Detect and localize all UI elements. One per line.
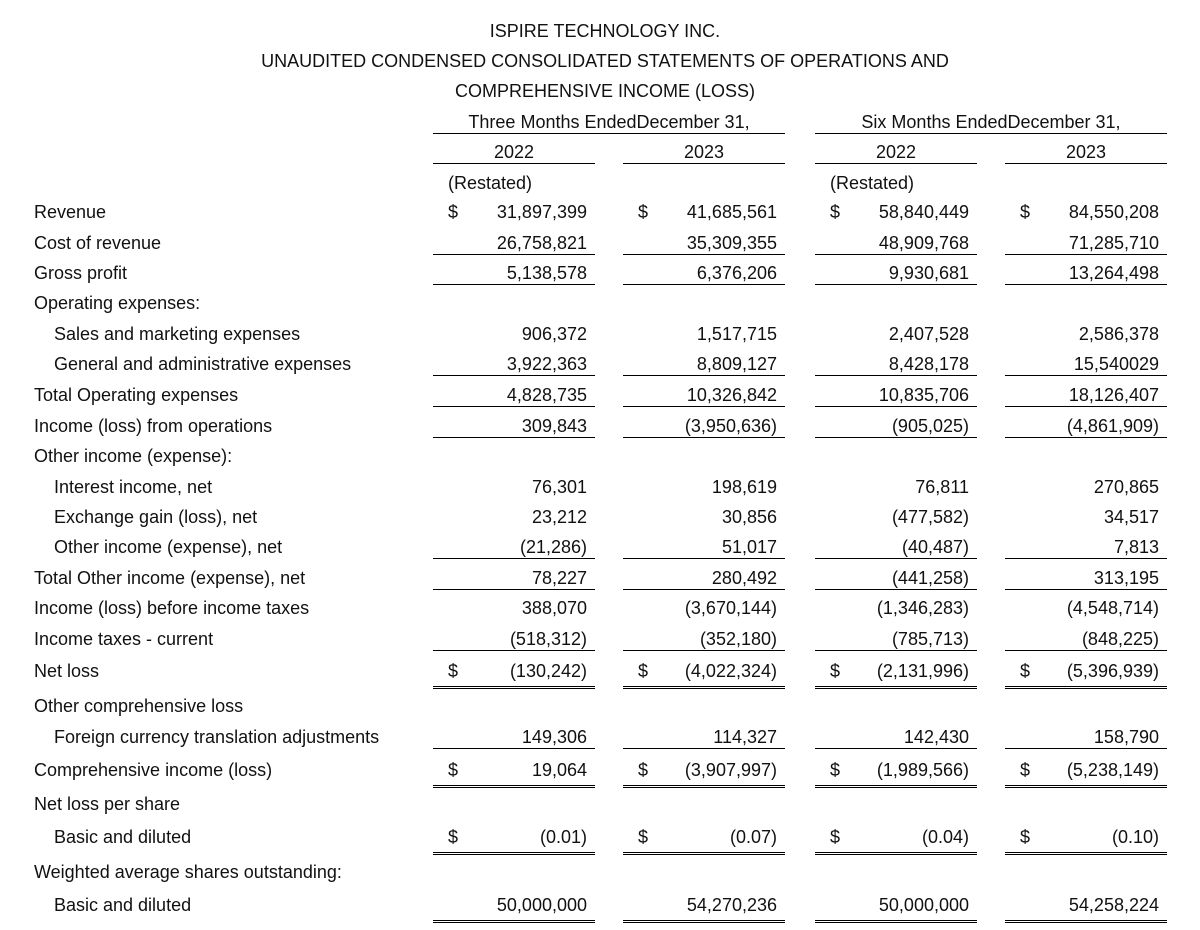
row-label: Total Operating expenses	[34, 385, 239, 405]
table-cell	[623, 415, 785, 438]
table-cell	[815, 628, 977, 651]
table-cell	[433, 660, 595, 689]
row-label: Total Other income (expense), net	[34, 568, 306, 588]
table-cell	[815, 759, 977, 788]
cell-value: (3,907,997)	[684, 760, 777, 780]
cell-value: 3,922,363	[506, 354, 587, 374]
year-underline-col-3	[815, 163, 977, 164]
table-cell	[815, 726, 977, 749]
cell-value: 2,407,528	[888, 324, 969, 344]
cell-value: 41,685,561	[686, 202, 777, 222]
currency-symbol: $	[830, 661, 841, 681]
table-cell	[1005, 415, 1167, 438]
table-cell	[815, 476, 977, 498]
table-cell	[815, 567, 977, 590]
restated-note-col-1: (Restated)	[448, 173, 533, 193]
row-label: Exchange gain (loss), net	[54, 507, 258, 527]
table-cell	[433, 759, 595, 788]
cell-value: 2,586,378	[1078, 324, 1159, 344]
cell-value: 280,492	[711, 568, 777, 588]
cell-value: 18,126,407	[1068, 385, 1159, 405]
cell-value: 50,000,000	[496, 895, 587, 915]
table-cell	[1005, 506, 1167, 528]
cell-value: (0.07)	[729, 827, 777, 847]
currency-symbol: $	[638, 827, 649, 847]
cell-value: (4,861,909)	[1066, 416, 1159, 436]
cell-value: 5,138,578	[506, 263, 587, 283]
table-cell	[1005, 567, 1167, 590]
cell-value: 84,550,208	[1068, 202, 1159, 222]
table-cell	[433, 826, 595, 855]
cell-value: (0.01)	[539, 827, 587, 847]
table-cell	[623, 759, 785, 788]
table-cell	[433, 384, 595, 407]
row-label: Basic and diluted	[54, 895, 192, 915]
cell-value: 54,258,224	[1068, 895, 1159, 915]
table-cell	[815, 384, 977, 407]
currency-symbol: $	[830, 760, 841, 780]
statement-title-line-1: UNAUDITED CONDENSED CONSOLIDATED STATEMENTS OF OPERATIONS AND	[261, 51, 949, 71]
cell-value: (1,989,566)	[876, 760, 969, 780]
cell-value: (40,487)	[901, 537, 969, 557]
table-cell	[623, 476, 785, 498]
cell-value: (3,950,636)	[684, 416, 777, 436]
year-header-col-2: 2023	[683, 142, 725, 162]
cell-value: 8,428,178	[888, 354, 969, 374]
table-cell	[433, 536, 595, 559]
cell-value: 6,376,206	[696, 263, 777, 283]
table-cell	[1005, 894, 1167, 923]
currency-symbol: $	[638, 202, 649, 222]
cell-value: 149,306	[521, 727, 587, 747]
period-underline-six-months	[815, 133, 1167, 134]
period-header-six-months: Six Months EndedDecember 31,	[861, 112, 1121, 132]
cell-value: (5,238,149)	[1066, 760, 1159, 780]
table-cell	[433, 201, 595, 223]
currency-symbol: $	[1020, 661, 1031, 681]
table-cell	[433, 353, 595, 376]
currency-symbol: $	[448, 661, 459, 681]
cell-value: (2,131,996)	[876, 661, 969, 681]
row-label: Cost of revenue	[34, 233, 162, 253]
cell-value: 50,000,000	[878, 895, 969, 915]
company-name: ISPIRE TECHNOLOGY INC.	[489, 21, 721, 41]
currency-symbol: $	[638, 760, 649, 780]
table-cell	[815, 894, 977, 923]
cell-value: 58,840,449	[878, 202, 969, 222]
cell-value: 10,326,842	[686, 385, 777, 405]
table-cell	[815, 506, 977, 528]
table-cell	[433, 323, 595, 345]
table-cell	[815, 201, 977, 223]
cell-value: (352,180)	[699, 629, 777, 649]
table-cell	[815, 826, 977, 855]
cell-value: (5,396,939)	[1066, 661, 1159, 681]
currency-symbol: $	[448, 760, 459, 780]
table-cell	[623, 384, 785, 407]
table-cell	[433, 262, 595, 285]
cell-value: 19,064	[531, 760, 587, 780]
table-cell	[815, 536, 977, 559]
row-label: Operating expenses:	[34, 293, 201, 313]
cell-value: (785,713)	[891, 629, 969, 649]
cell-value: 1,517,715	[696, 324, 777, 344]
table-cell	[1005, 726, 1167, 749]
table-cell	[815, 232, 977, 255]
cell-value: (905,025)	[891, 416, 969, 436]
table-cell	[1005, 826, 1167, 855]
row-label: Net loss	[34, 661, 100, 681]
cell-value: 142,430	[903, 727, 969, 747]
cell-value: 114,327	[713, 727, 777, 747]
currency-symbol: $	[638, 661, 649, 681]
period-underline-three-months	[433, 133, 785, 134]
table-cell	[433, 476, 595, 498]
table-cell	[1005, 628, 1167, 651]
row-label: Comprehensive income (loss)	[34, 760, 273, 780]
row-label: Basic and diluted	[54, 827, 192, 847]
row-label: Sales and marketing expenses	[54, 324, 301, 344]
cell-value: 54,270,236	[686, 895, 777, 915]
table-cell	[1005, 597, 1167, 619]
table-cell	[1005, 660, 1167, 689]
table-cell	[433, 232, 595, 255]
table-cell	[815, 262, 977, 285]
year-header-col-3: 2022	[875, 142, 917, 162]
row-label: Other income (expense):	[34, 446, 233, 466]
currency-symbol: $	[830, 827, 841, 847]
cell-value: 4,828,735	[506, 385, 587, 405]
cell-value: 31,897,399	[496, 202, 587, 222]
cell-value: (848,225)	[1081, 629, 1159, 649]
table-cell	[623, 506, 785, 528]
cell-value: (4,548,714)	[1066, 598, 1159, 618]
table-cell	[623, 628, 785, 651]
table-cell	[623, 660, 785, 689]
table-cell	[623, 597, 785, 619]
cell-value: (477,582)	[891, 507, 969, 527]
cell-value: (518,312)	[509, 629, 587, 649]
cell-value: 30,856	[721, 507, 777, 527]
restated-note-col-3: (Restated)	[830, 173, 915, 193]
table-cell	[1005, 536, 1167, 559]
year-underline-col-1	[433, 163, 595, 164]
table-cell	[815, 597, 977, 619]
table-cell	[623, 726, 785, 749]
row-label: General and administrative expenses	[54, 354, 352, 374]
table-cell	[433, 415, 595, 438]
cell-value: (4,022,324)	[684, 661, 777, 681]
statement-title-line-2: COMPREHENSIVE INCOME (LOSS)	[454, 81, 756, 101]
table-cell	[623, 567, 785, 590]
table-cell	[815, 353, 977, 376]
cell-value: 10,835,706	[878, 385, 969, 405]
table-cell	[1005, 353, 1167, 376]
cell-value: 158,790	[1093, 727, 1159, 747]
cell-value: (1,346,283)	[876, 598, 969, 618]
row-label: Other income (expense), net	[54, 537, 283, 557]
currency-symbol: $	[1020, 202, 1031, 222]
table-cell	[433, 726, 595, 749]
currency-symbol: $	[1020, 760, 1031, 780]
cell-value: 76,811	[915, 477, 969, 497]
row-label: Weighted average shares outstanding:	[34, 862, 342, 882]
table-cell	[1005, 759, 1167, 788]
table-cell	[1005, 201, 1167, 223]
table-cell	[623, 232, 785, 255]
table-cell	[1005, 262, 1167, 285]
row-label: Foreign currency translation adjustments	[54, 727, 380, 747]
row-label: Revenue	[34, 202, 107, 222]
cell-value: 71,285,710	[1068, 233, 1159, 253]
year-header-col-1: 2022	[493, 142, 535, 162]
cell-value: 309,843	[521, 416, 587, 436]
table-cell	[623, 536, 785, 559]
row-label: Interest income, net	[54, 477, 213, 497]
row-label: Income (loss) before income taxes	[34, 598, 310, 618]
cell-value: (130,242)	[509, 661, 587, 681]
table-cell	[623, 894, 785, 923]
table-cell	[623, 826, 785, 855]
cell-value: (0.04)	[921, 827, 969, 847]
table-cell	[1005, 323, 1167, 345]
table-cell	[1005, 232, 1167, 255]
cell-value: 15,540029	[1073, 354, 1159, 374]
currency-symbol: $	[448, 202, 459, 222]
cell-value: 198,619	[711, 477, 777, 497]
cell-value: 313,195	[1093, 568, 1159, 588]
cell-value: 13,264,498	[1068, 263, 1159, 283]
year-header-col-4: 2023	[1065, 142, 1107, 162]
cell-value: (21,286)	[519, 537, 587, 557]
row-label: Other comprehensive loss	[34, 696, 244, 716]
currency-symbol: $	[830, 202, 841, 222]
table-cell	[623, 323, 785, 345]
cell-value: 906,372	[521, 324, 587, 344]
table-cell	[815, 660, 977, 689]
cell-value: 7,813	[1113, 537, 1159, 557]
year-underline-col-4	[1005, 163, 1167, 164]
cell-value: (3,670,144)	[684, 598, 777, 618]
table-cell	[433, 597, 595, 619]
row-label: Gross profit	[34, 263, 128, 283]
table-cell	[433, 894, 595, 923]
table-cell	[1005, 384, 1167, 407]
table-cell	[1005, 476, 1167, 498]
table-cell	[433, 506, 595, 528]
cell-value: 9,930,681	[888, 263, 969, 283]
row-label: Income taxes - current	[34, 629, 214, 649]
cell-value: 388,070	[521, 598, 587, 618]
cell-value: 26,758,821	[496, 233, 587, 253]
cell-value: 35,309,355	[686, 233, 777, 253]
cell-value: 23,212	[531, 507, 587, 527]
cell-value: 51,017	[721, 537, 777, 557]
table-cell	[815, 323, 977, 345]
row-label: Income (loss) from operations	[34, 416, 273, 436]
row-label: Net loss per share	[34, 794, 181, 814]
table-cell	[623, 353, 785, 376]
cell-value: 78,227	[531, 568, 587, 588]
table-cell	[623, 262, 785, 285]
cell-value: (441,258)	[891, 568, 969, 588]
table-cell	[623, 201, 785, 223]
currency-symbol: $	[448, 827, 459, 847]
cell-value: (0.10)	[1111, 827, 1159, 847]
cell-value: 76,301	[531, 477, 587, 497]
cell-value: 34,517	[1103, 507, 1159, 527]
cell-value: 8,809,127	[696, 354, 777, 374]
table-cell	[815, 415, 977, 438]
period-header-three-months: Three Months EndedDecember 31,	[468, 112, 750, 132]
cell-value: 48,909,768	[878, 233, 969, 253]
currency-symbol: $	[1020, 827, 1031, 847]
table-cell	[433, 567, 595, 590]
table-cell	[433, 628, 595, 651]
cell-value: 270,865	[1093, 477, 1159, 497]
year-underline-col-2	[623, 163, 785, 164]
